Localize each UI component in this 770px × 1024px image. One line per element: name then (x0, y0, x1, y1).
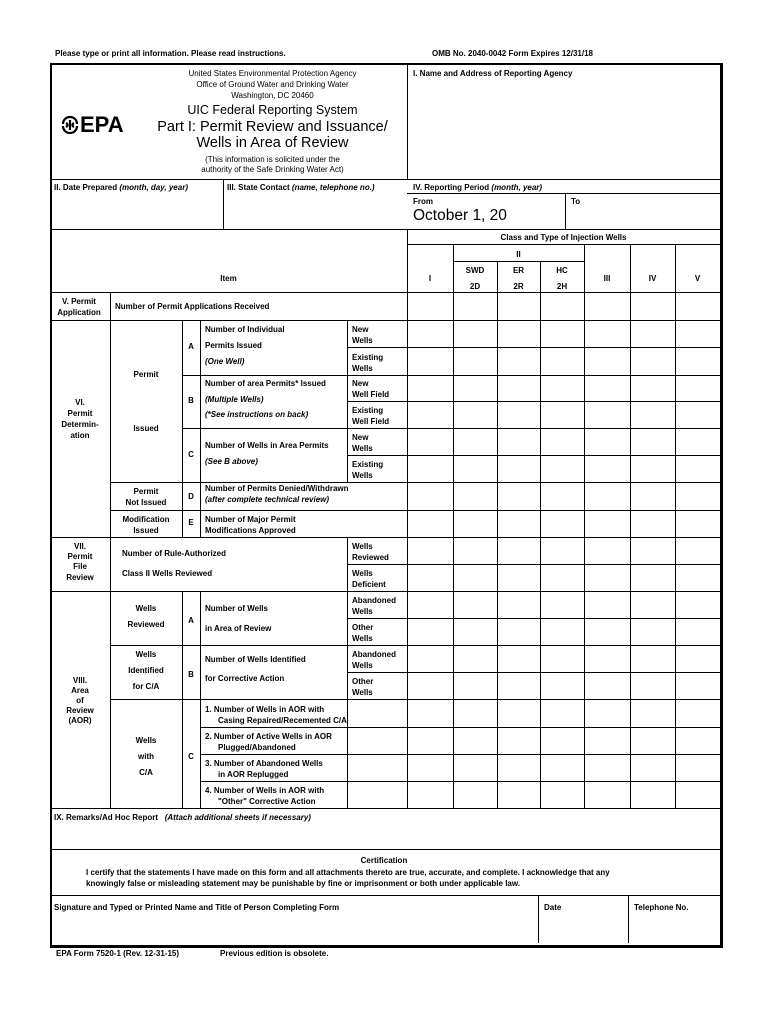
vi-a-line-3: (One Well) (205, 357, 245, 366)
section-vi-label-2: Permit (67, 409, 93, 418)
section-viii-label-3: of (76, 696, 84, 705)
vi-b-new-2: Well Field (352, 390, 390, 399)
section-vii-label-2: Permit (67, 552, 93, 561)
grid-cell-class-i[interactable] (408, 429, 452, 454)
grid-cell-class-ii-er[interactable] (498, 376, 539, 400)
from-label: From (413, 197, 433, 206)
grid-cell-class-iii[interactable] (585, 673, 629, 698)
viii-c1-line-1: 1. Number of Wells in AOR with (205, 705, 325, 714)
grid-cell-class-ii-hc[interactable] (541, 402, 583, 427)
grid-cell-class-i[interactable] (408, 592, 452, 617)
grid-cell-class-i[interactable] (408, 511, 452, 536)
grid-cell-class-ii-swd[interactable] (454, 429, 496, 454)
class-i-heading: I (428, 274, 432, 283)
grid-cell-class-ii-er[interactable] (498, 646, 539, 671)
signature-field[interactable] (53, 915, 536, 941)
grid-cell-class-ii-hc[interactable] (541, 592, 583, 617)
vi-c-line-2: (See B above) (205, 457, 258, 466)
class-v-heading: V (694, 274, 701, 283)
vii-reviewed-2: Reviewed (352, 553, 389, 562)
grid-cell-class-ii-hc[interactable] (541, 293, 583, 319)
viii-c4-line-1: 4. Number of Wells in AOR with (205, 786, 325, 795)
grid-cell-class-iii[interactable] (585, 565, 629, 590)
grid-cell-class-ii-hc[interactable] (541, 538, 583, 563)
viii-b-line-1: Number of Wells Identified (205, 655, 306, 664)
grid-cell-class-ii-hc[interactable] (541, 429, 583, 454)
not-issued-label-1: Permit (133, 487, 159, 496)
vii-deficient-2: Deficient (352, 580, 386, 589)
vi-c-new-2: Wells (352, 444, 373, 453)
vi-a-existing-2: Wells (352, 364, 373, 373)
grid-cell-class-ii-hc[interactable] (541, 673, 583, 698)
form-title-line-1: Part I: Permit Review and Issuance/ (157, 119, 388, 135)
grid-cell-class-ii-swd[interactable] (454, 646, 496, 671)
hc-code: 2H (556, 282, 568, 291)
vi-e-line-2: Modifications Approved (205, 526, 296, 535)
vi-d-letter: D (188, 492, 194, 501)
vi-a-new-2: Wells (352, 336, 373, 345)
grid-cell-class-ii-swd[interactable] (454, 592, 496, 617)
class-iv-heading: IV (648, 274, 657, 283)
remarks-label: IX. Remarks/Ad Hoc Report (Attach additional sheets if necessary) (54, 813, 311, 822)
viii-c-letter: C (188, 752, 194, 761)
grid-cell-class-iv[interactable] (631, 321, 674, 346)
certification-title: Certification (360, 856, 408, 865)
viii-a-abandoned-1: Abandoned (352, 596, 396, 605)
viii-b-other-2: Wells (352, 688, 373, 697)
grid-cell-class-ii-swd[interactable] (454, 755, 496, 780)
grid-cell-class-v[interactable] (676, 376, 719, 400)
section-vii-label-3: File (73, 562, 87, 571)
grid-cell-class-i[interactable] (408, 646, 452, 671)
grid-cell-class-i[interactable] (408, 700, 452, 726)
vi-b-line-2: (Multiple Wells) (205, 395, 264, 404)
grid-cell-class-i[interactable] (408, 538, 452, 563)
viii-b-group-1: Wells (135, 650, 157, 659)
grid-cell-class-iii[interactable] (585, 511, 629, 536)
grid-cell-class-i[interactable] (408, 565, 452, 590)
grid-cell-class-ii-er[interactable] (498, 538, 539, 563)
telephone-label: Telephone No. (634, 903, 689, 912)
vi-d-line-1: Number of Permits Denied/Withdrawn (205, 484, 349, 493)
not-issued-label-2: Not Issued (125, 498, 167, 507)
grid-cell-class-iv[interactable] (631, 782, 674, 807)
grid-cell-class-ii-er[interactable] (498, 755, 539, 780)
agency-line-3: Washington, DC 20460 (231, 91, 314, 100)
grid-cell-class-v[interactable] (676, 456, 719, 481)
swd-code: 2D (469, 282, 481, 291)
epa-logo-text: EPA (80, 112, 124, 137)
modification-label-2: Issued (133, 526, 159, 535)
viii-a-other-1: Other (352, 623, 374, 632)
grid-cell-class-ii-er[interactable] (498, 511, 539, 536)
date-label: Date (544, 903, 562, 912)
grid-cell-class-iv[interactable] (631, 429, 674, 454)
vi-a-new-1: New (352, 325, 369, 334)
grid-cell-class-ii-hc[interactable] (541, 348, 583, 374)
viii-c3-line-1: 3. Number of Abandoned Wells (205, 759, 323, 768)
viii-a-group-2: Reviewed (127, 620, 165, 629)
grid-cell-class-v[interactable] (676, 565, 719, 590)
grid-cell-class-iii[interactable] (585, 402, 629, 427)
viii-b-group-2: Identified (128, 666, 164, 675)
grid-cell-class-i[interactable] (408, 673, 452, 698)
omb-number: OMB No. 2040-0042 Form Expires 12/31/18 (432, 49, 593, 58)
section-v-label-1: V. Permit (62, 297, 96, 306)
grid-cell-class-ii-er[interactable] (498, 456, 539, 481)
grid-cell-class-iv[interactable] (631, 538, 674, 563)
class-type-heading: Class and Type of Injection Wells (500, 233, 627, 242)
grid-cell-class-iii[interactable] (585, 483, 629, 509)
grid-cell-class-v[interactable] (676, 755, 719, 780)
class-iii-heading: III (603, 274, 611, 283)
vi-a-line-1: Number of Individual (205, 325, 285, 334)
grid-cell-class-iii[interactable] (585, 755, 629, 780)
grid-cell-class-ii-swd[interactable] (454, 483, 496, 509)
vi-b-existing-1: Existing (352, 406, 384, 415)
grid-cell-class-iv[interactable] (631, 700, 674, 726)
vi-a-line-2: Permits Issued (205, 341, 262, 350)
vii-item-line-1: Number of Rule-Authorized (122, 549, 226, 558)
grid-cell-class-ii-swd[interactable] (454, 511, 496, 536)
solicit-line-2: authority of the Safe Drinking Water Act) (201, 165, 344, 174)
grid-cell-class-ii-swd[interactable] (454, 728, 496, 753)
grid-cell-class-ii-er[interactable] (498, 700, 539, 726)
grid-cell-class-ii-swd[interactable] (454, 376, 496, 400)
form-title-line-2: Wells in Area of Review (196, 135, 349, 151)
vi-b-line-1: Number of area Permits* Issued (205, 379, 326, 388)
section-viii-label-4: Review (66, 706, 94, 715)
vi-b-existing-2: Well Field (352, 417, 390, 426)
viii-a-other-2: Wells (352, 634, 373, 643)
grid-cell-class-ii-er[interactable] (498, 429, 539, 454)
grid-cell-class-ii-swd[interactable] (454, 673, 496, 698)
grid-cell-class-ii-hc[interactable] (541, 619, 583, 644)
viii-b-abandoned-2: Wells (352, 661, 373, 670)
grid-cell-class-iii[interactable] (585, 456, 629, 481)
section-v-label-2: Application (57, 308, 101, 317)
date-field[interactable] (541, 915, 626, 941)
grid-cell-class-i[interactable] (408, 293, 452, 319)
grid-cell-class-ii-swd[interactable] (454, 565, 496, 590)
viii-c3-line-2: in AOR Replugged (218, 770, 289, 779)
grid-cell-class-v[interactable] (676, 700, 719, 726)
form-number: EPA Form 7520-1 (Rev. 12-31-15) (56, 949, 180, 958)
grid-cell-class-ii-hc[interactable] (541, 483, 583, 509)
grid-cell-class-iv[interactable] (631, 673, 674, 698)
grid-cell-class-ii-swd[interactable] (454, 402, 496, 427)
grid-cell-class-v[interactable] (676, 348, 719, 374)
agency-line-1: United States Environmental Protection Agency (188, 69, 357, 78)
grid-cell-class-v[interactable] (676, 673, 719, 698)
viii-a-letter: A (188, 616, 194, 625)
grid-cell-class-ii-hc[interactable] (541, 755, 583, 780)
permit-applications-item: Number of Permit Applications Received (115, 302, 270, 311)
viii-b-other-1: Other (352, 677, 374, 686)
grid-cell-class-ii-hc[interactable] (541, 700, 583, 726)
grid-cell-class-iii[interactable] (585, 700, 629, 726)
state-contact-field[interactable] (226, 195, 405, 227)
grid-cell-class-iv[interactable] (631, 565, 674, 590)
section-vi-label-4: ation (70, 431, 90, 440)
grid-cell-class-ii-hc[interactable] (541, 376, 583, 400)
certification-line-1: I certify that the statements I have made on this form and all attachments thereto are true, accurate, and complete. I acknowledge that any (86, 868, 610, 877)
grid-cell-class-v[interactable] (676, 728, 719, 753)
section-viii-label-1: VIII. (72, 676, 88, 685)
grid-cell-class-ii-hc[interactable] (541, 456, 583, 481)
grid-cell-class-iii[interactable] (585, 592, 629, 617)
viii-c1-line-2: Casing Repaired/Recemented C/A (218, 716, 347, 725)
grid-cell-class-v[interactable] (676, 646, 719, 671)
grid-cell-class-ii-hc[interactable] (541, 511, 583, 536)
certification-line-2: knowingly false or misleading statement may be punishable by fine or imprisonment or both under applicable law. (86, 879, 521, 888)
er-code: 2R (513, 282, 524, 291)
instructions-text: Please type or print all information. Please read instructions. (55, 49, 286, 58)
grid-cell-class-v[interactable] (676, 321, 719, 346)
grid-cell-class-iv[interactable] (631, 376, 674, 400)
signature-label: Signature and Typed or Printed Name and Title of Person Completing Form (54, 903, 340, 912)
viii-b-line-2: for Corrective Action (205, 674, 285, 683)
grid-cell-class-iv[interactable] (631, 755, 674, 780)
grid-cell-class-iii[interactable] (585, 646, 629, 671)
remarks-field[interactable] (53, 825, 717, 847)
grid-cell-class-iii[interactable] (585, 782, 629, 807)
grid-cell-class-ii-hc[interactable] (541, 782, 583, 807)
grid-cell-class-v[interactable] (676, 483, 719, 509)
vi-a-existing-1: Existing (352, 353, 384, 362)
section-vi-label-1: VI. (75, 398, 85, 407)
class-ii-heading: II (516, 250, 521, 259)
section-vi-label-3: Determin- (61, 420, 99, 429)
issued-label: Issued (133, 424, 159, 433)
vii-deficient-1: Wells (352, 569, 373, 578)
grid-cell-class-ii-er[interactable] (498, 348, 539, 374)
viii-c4-line-2: "Other" Corrective Action (218, 797, 316, 806)
vi-e-line-1: Number of Major Permit (205, 515, 296, 524)
grid-cell-class-iii[interactable] (585, 293, 629, 319)
vi-b-letter: B (188, 396, 194, 405)
agency-line-2: Office of Ground Water and Drinking Water (196, 80, 349, 89)
vi-a-letter: A (188, 342, 194, 351)
grid-cell-class-ii-er[interactable] (498, 321, 539, 346)
viii-a-line-1: Number of Wells (205, 604, 268, 613)
to-field[interactable] (568, 207, 716, 227)
vii-reviewed-1: Wells (352, 542, 373, 551)
grid-cell-class-i[interactable] (408, 782, 452, 807)
grid-cell-class-i[interactable] (408, 728, 452, 753)
grid-cell-class-i[interactable] (408, 755, 452, 780)
obsolete-note: Previous edition is obsolete. (220, 949, 329, 958)
epa-flower-icon (60, 115, 80, 135)
grid-cell-class-ii-swd[interactable] (454, 538, 496, 563)
to-label: To (571, 197, 581, 206)
modification-label-1: Modification (122, 515, 170, 524)
grid-cell-class-i[interactable] (408, 321, 452, 346)
grid-cell-class-i[interactable] (408, 619, 452, 644)
grid-cell-class-ii-swd[interactable] (454, 782, 496, 807)
vi-d-line-2: (after complete technical review) (205, 495, 330, 504)
viii-a-abandoned-2: Wells (352, 607, 373, 616)
grid-cell-class-i[interactable] (408, 402, 452, 427)
grid-cell-class-ii-er[interactable] (498, 565, 539, 590)
grid-cell-class-iii[interactable] (585, 728, 629, 753)
telephone-field[interactable] (631, 915, 716, 941)
reporting-period-label: IV. Reporting Period (month, year) (413, 183, 543, 192)
grid-cell-class-ii-er[interactable] (498, 402, 539, 427)
grid-cell-class-v[interactable] (676, 538, 719, 563)
grid-cell-class-v[interactable] (676, 619, 719, 644)
grid-cell-class-ii-hc[interactable] (541, 565, 583, 590)
grid-cell-class-ii-er[interactable] (498, 728, 539, 753)
grid-cell-class-ii-hc[interactable] (541, 646, 583, 671)
grid-cell-class-iii[interactable] (585, 619, 629, 644)
grid-cell-class-iv[interactable] (631, 348, 674, 374)
grid-cell-class-iv[interactable] (631, 511, 674, 536)
date-prepared-field[interactable] (53, 195, 221, 227)
grid-cell-class-iv[interactable] (631, 619, 674, 644)
grid-cell-class-ii-er[interactable] (498, 592, 539, 617)
hc-heading: HC (556, 266, 568, 275)
grid-cell-class-ii-er[interactable] (498, 619, 539, 644)
grid-cell-class-i[interactable] (408, 376, 452, 400)
grid-cell-class-iv[interactable] (631, 483, 674, 509)
section-viii-label-2: Area (71, 686, 89, 695)
item-heading: Item (220, 274, 237, 283)
from-value[interactable]: October 1, 20 (413, 207, 507, 224)
solicit-line-1: (This information is solicited under the (205, 155, 340, 164)
vi-c-existing-1: Existing (352, 460, 384, 469)
grid-cell-class-ii-swd[interactable] (454, 456, 496, 481)
viii-b-letter: B (188, 670, 194, 679)
viii-c-group-3: C/A (139, 768, 153, 777)
grid-cell-class-iv[interactable] (631, 402, 674, 427)
grid-cell-class-iii[interactable] (585, 321, 629, 346)
grid-cell-class-v[interactable] (676, 592, 719, 617)
state-contact-label: III. State Contact (name, telephone no.) (227, 183, 375, 192)
grid-cell-class-iii[interactable] (585, 538, 629, 563)
section-viii-label-5: (AOR) (68, 716, 92, 725)
viii-c2-line-1: 2. Number of Active Wells in AOR (205, 732, 332, 741)
grid-cell-class-ii-swd[interactable] (454, 321, 496, 346)
grid-cell-class-iii[interactable] (585, 429, 629, 454)
grid-cell-class-ii-er[interactable] (498, 673, 539, 698)
vi-c-line-1: Number of Wells in Area Permits (205, 441, 329, 450)
vi-c-existing-2: Wells (352, 471, 373, 480)
permit-label: Permit (133, 370, 159, 379)
grid-cell-class-ii-er[interactable] (498, 483, 539, 509)
grid-cell-class-ii-er[interactable] (498, 293, 539, 319)
grid-cell-class-iv[interactable] (631, 456, 674, 481)
grid-cell-class-ii-swd[interactable] (454, 293, 496, 319)
grid-cell-class-ii-swd[interactable] (454, 619, 496, 644)
system-title: UIC Federal Reporting System (187, 103, 358, 117)
viii-a-line-2: in Area of Review (205, 624, 272, 633)
section-vii-label-4: Review (66, 573, 94, 582)
viii-c-group-1: Wells (135, 736, 157, 745)
grid-cell-class-ii-er[interactable] (498, 782, 539, 807)
reporting-agency-field[interactable] (410, 82, 716, 178)
viii-b-group-3: for C/A (132, 682, 160, 691)
grid-cell-class-v[interactable] (676, 782, 719, 807)
grid-cell-class-iii[interactable] (585, 376, 629, 400)
name-address-label: I. Name and Address of Reporting Agency (413, 69, 573, 78)
grid-cell-class-ii-hc[interactable] (541, 321, 583, 346)
grid-cell-class-v[interactable] (676, 429, 719, 454)
vi-c-new-1: New (352, 433, 369, 442)
grid-cell-class-iii[interactable] (585, 348, 629, 374)
vi-b-new-1: New (352, 379, 369, 388)
grid-cell-class-iv[interactable] (631, 728, 674, 753)
viii-c-group-2: with (138, 752, 154, 761)
swd-heading: SWD (465, 266, 485, 275)
section-vii-label-1: VII. (73, 542, 86, 551)
viii-c2-line-2: Plugged/Abandoned (218, 743, 296, 752)
grid-cell-class-i[interactable] (408, 483, 452, 509)
grid-cell-class-v[interactable] (676, 402, 719, 427)
date-prepared-label: II. Date Prepared (month, day, year) (54, 183, 188, 192)
grid-cell-class-ii-hc[interactable] (541, 728, 583, 753)
vi-b-line-3: (*See instructions on back) (205, 410, 309, 419)
vii-item-line-2: Class II Wells Reviewed (122, 569, 213, 578)
grid-cell-class-i[interactable] (408, 348, 452, 374)
grid-cell-class-iv[interactable] (631, 293, 674, 319)
grid-cell-class-ii-swd[interactable] (454, 348, 496, 374)
viii-b-abandoned-1: Abandoned (352, 650, 396, 659)
vi-e-letter: E (188, 518, 194, 527)
grid-cell-class-iv[interactable] (631, 592, 674, 617)
grid-cell-class-v[interactable] (676, 293, 719, 319)
grid-cell-class-iv[interactable] (631, 646, 674, 671)
vi-c-letter: C (188, 450, 194, 459)
grid-cell-class-i[interactable] (408, 456, 452, 481)
grid-cell-class-ii-swd[interactable] (454, 700, 496, 726)
viii-a-group-1: Wells (135, 604, 157, 613)
grid-cell-class-v[interactable] (676, 511, 719, 536)
er-heading: ER (512, 266, 525, 275)
